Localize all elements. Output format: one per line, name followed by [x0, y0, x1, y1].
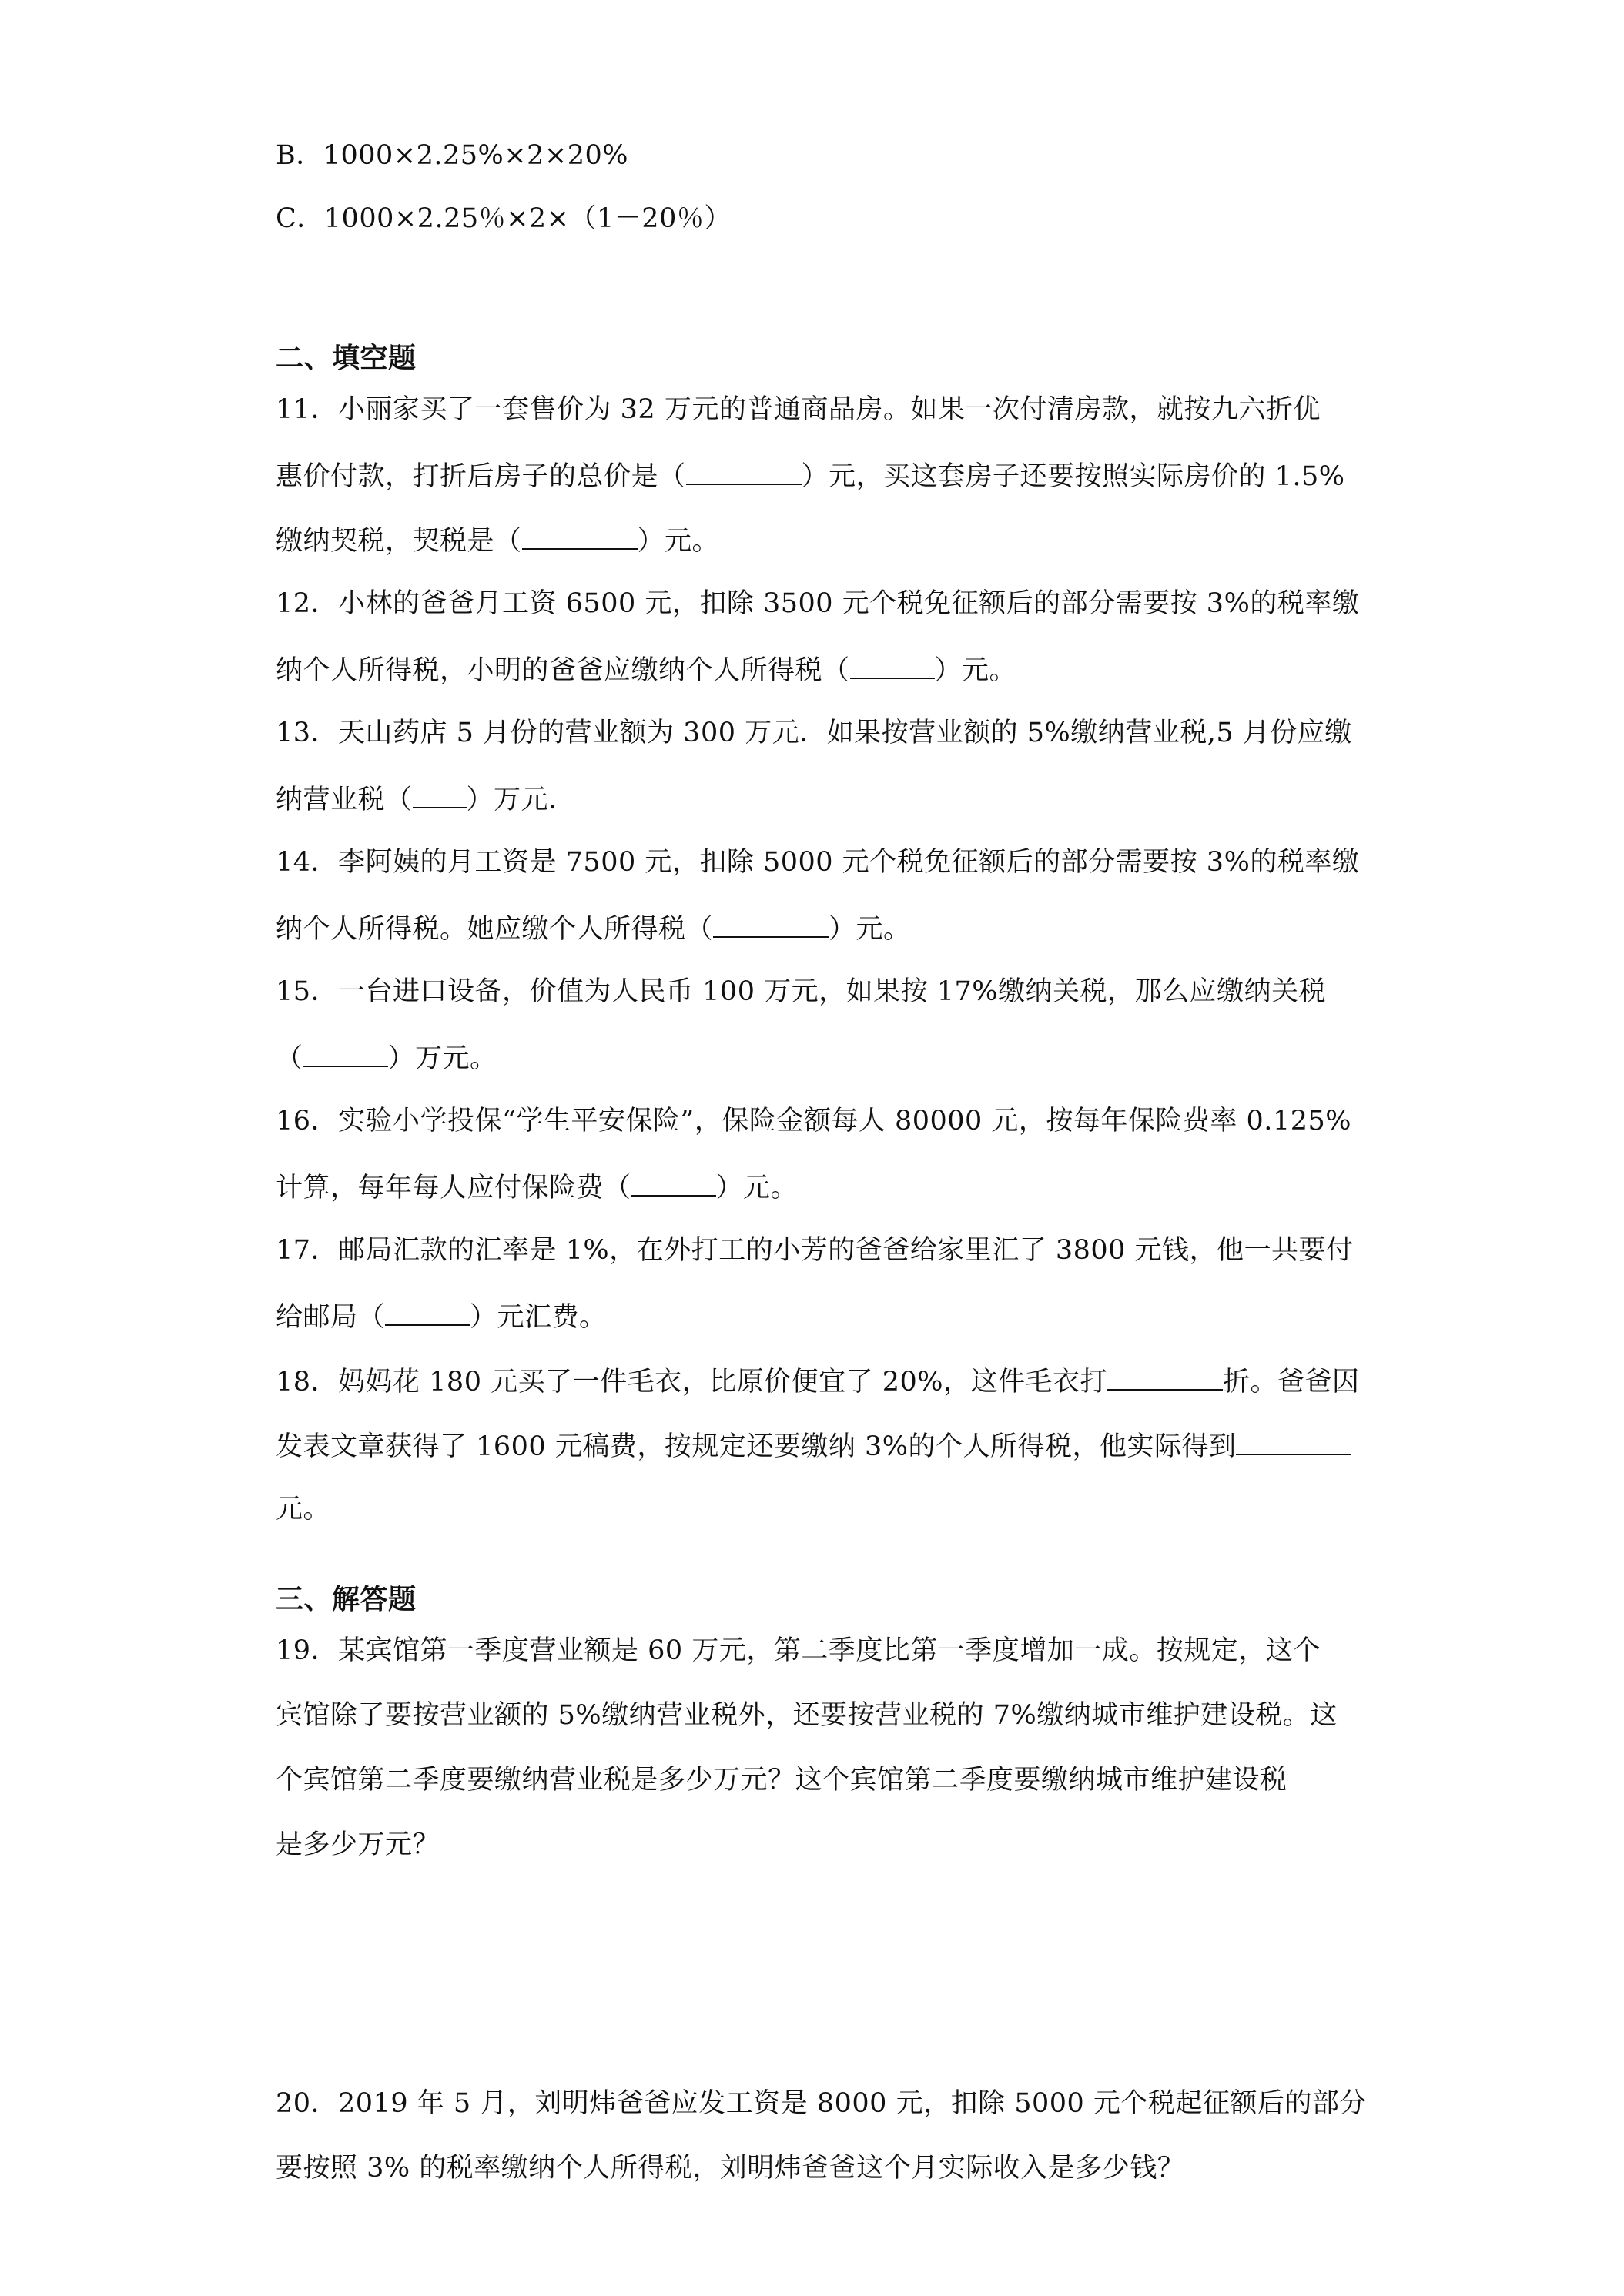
question-17-text: ）元汇费。 [470, 1302, 607, 1333]
answer-blank[interactable] [385, 1298, 470, 1326]
question-18-text: 折。爸爸因 [1223, 1367, 1360, 1397]
question-17-text: 给邮局（ [276, 1302, 386, 1333]
question-16-line-1: 16．实验小学投保“学生平安保险”，保险金额每人 80000 元，按每年保险费率 0.125% [276, 1106, 1351, 1136]
question-11-text: ）元。 [637, 526, 720, 557]
question-12-line-1: 12．小林的爸爸月工资 6500 元，扣除 3500 元个税免征额后的部分需要按 3%的税率缴 [276, 588, 1360, 619]
question-15-text: （ [276, 1043, 303, 1074]
question-11-line-1: 11．小丽家买了一套售价为 32 万元的普通商品房。如果一次付清房款，就按九六折优 [276, 394, 1321, 425]
answer-blank[interactable] [413, 781, 467, 808]
question-19-line-2: 宾馆除了要按营业额的 5%缴纳营业税外，还要按营业税的 7%缴纳城市维护建设税。这 [276, 1700, 1338, 1731]
question-14-text: 纳个人所得税。她应缴个人所得税（ [276, 914, 714, 945]
question-13-text: ）万元． [466, 785, 576, 815]
question-17-line-2 [276, 1298, 1369, 1334]
question-19-line-3: 个宾馆第二季度要缴纳营业税是多少万元？这个宾馆第二季度要缴纳城市维护建设税 [276, 1765, 1287, 1796]
question-18-line-3: 元。 [276, 1494, 331, 1525]
question-14-text: ）元。 [829, 914, 911, 945]
question-20-line-2: 要按照 3% 的税率缴纳个人所得税，刘明炜爸爸这个月实际收入是多少钱？ [276, 2153, 1185, 2184]
option-c: C．1000×2.25％×2×（1－20％） [276, 203, 732, 234]
question-11-text: 缴纳契税，契税是（ [276, 526, 522, 557]
question-11-line-2 [276, 457, 1369, 494]
answer-blank[interactable] [686, 457, 802, 485]
question-15-text: ）万元。 [387, 1043, 497, 1074]
answer-blank[interactable] [631, 1169, 716, 1197]
question-15-line-2 [276, 1039, 1369, 1076]
question-13-line-1: 13．天山药店 5 月份的营业额为 300 万元．如果按营业额的 5%缴纳营业税,5 月份应缴 [276, 718, 1352, 748]
question-18-line-2 [276, 1427, 1369, 1464]
question-14-line-2 [276, 910, 1369, 946]
question-20-line-1: 20．2019 年 5 月，刘明炜爸爸应发工资是 8000 元，扣除 5000 元个税起征额后的部分 [276, 2088, 1367, 2119]
question-19-line-1: 19．某宾馆第一季度营业额是 60 万元，第二季度比第一季度增加一成。按规定，这个 [276, 1635, 1321, 1666]
question-15-line-1: 15．一台进口设备，价值为人民币 100 万元，如果按 17%缴纳关税，那么应缴纳关税 [276, 976, 1327, 1007]
answer-blank[interactable] [1107, 1363, 1223, 1391]
section-title-fill-in: 二、填空题 [276, 343, 417, 374]
question-16-text: 计算，每年每人应付保险费（ [276, 1173, 631, 1203]
question-17-line-1: 17．邮局汇款的汇率是 1%，在外打工的小芳的爸爸给家里汇了 3800 元钱，他一共要付 [276, 1235, 1354, 1266]
question-13-line-2 [276, 781, 1369, 817]
question-12-text: 纳个人所得税，小明的爸爸应缴纳个人所得税（ [276, 655, 850, 686]
question-14-line-1: 14．李阿姨的月工资是 7500 元，扣除 5000 元个税免征额后的部分需要按 3%的税率缴 [276, 847, 1360, 878]
question-12-line-2 [276, 651, 1369, 688]
section-title-solve: 三、解答题 [276, 1584, 417, 1615]
answer-blank[interactable] [303, 1039, 388, 1067]
question-11-text: 惠价付款，打折后房子的总价是（ [276, 461, 686, 492]
question-18-line-1 [276, 1363, 1369, 1399]
question-12-text: ）元。 [934, 655, 1017, 686]
question-16-text: ）元。 [715, 1173, 799, 1203]
answer-blank[interactable] [522, 522, 638, 550]
question-19-line-4: 是多少万元？ [276, 1829, 440, 1860]
question-13-text: 纳营业税（ [276, 785, 413, 815]
question-11-line-3 [276, 522, 1369, 558]
question-18-text: 发表文章获得了 1600 元稿费，按规定还要缴纳 3%的个人所得税，他实际得到 [276, 1431, 1237, 1462]
question-18-text: 18．妈妈花 180 元买了一件毛衣，比原价便宜了 20%，这件毛衣打 [276, 1367, 1108, 1397]
question-16-line-2 [276, 1169, 1369, 1205]
answer-blank[interactable] [1236, 1427, 1351, 1455]
answer-blank[interactable] [713, 910, 829, 938]
answer-blank[interactable] [850, 651, 935, 679]
question-11-text: ）元，买这套房子还要按照实际房价的 1.5% [801, 461, 1345, 492]
option-b: B．1000×2.25%×2×20% [276, 140, 629, 171]
